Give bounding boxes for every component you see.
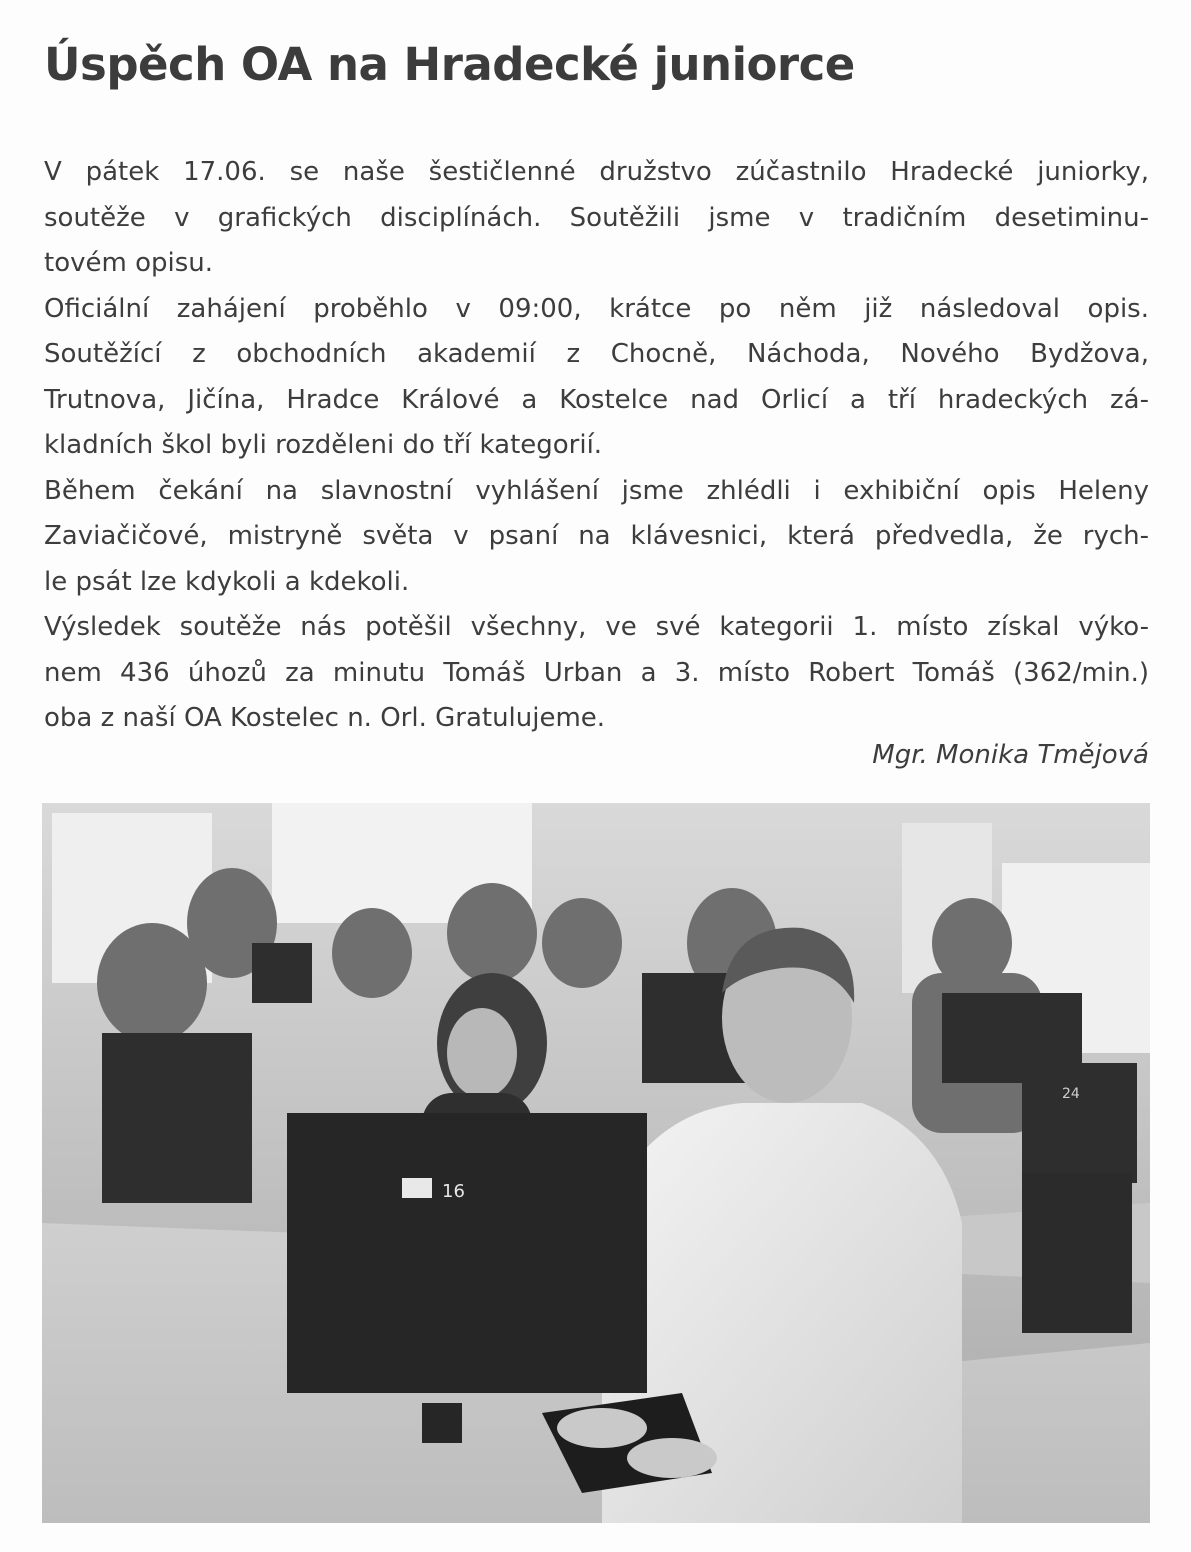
right-side-monitor <box>1022 1173 1132 1333</box>
monitor-label-front: 16 <box>442 1181 465 1202</box>
article-line: V pátek 17.06. se naše šestičlenné družstvo zúčastnilo Hradecké juniorky, <box>44 157 1149 187</box>
left-hand <box>557 1408 647 1448</box>
student-girl-face <box>447 1008 517 1098</box>
article-line: le psát lze kdykoli a kdekoli. <box>44 566 410 597</box>
article-line: nem 436 úhozů za minutu Tomáš Urban a 3. místo Robert Tomáš (362/min.) <box>44 657 1149 688</box>
article-line: oba z naší OA Kostelec n. Orl. Gratulujeme. <box>44 703 606 733</box>
article-line: tovém opisu. <box>44 248 213 278</box>
article-author: Mgr. Monika Tmějová <box>872 740 1149 770</box>
photo-illustration <box>42 803 1150 1523</box>
article-line: Oficiální zahájení proběhlo v 09:00, krátce po něm již následoval opis. <box>44 293 1149 324</box>
article-line: Zaviačičové, mistryně světa v psaní na klávesnici, která předvedla, že rych- <box>44 521 1149 551</box>
right-hand <box>627 1438 717 1478</box>
article-title: Úspěch OA na Hradecké juniorce <box>44 38 855 91</box>
article-line: Výsledek soutěže nás potěšil všechny, ve své kategorii 1. místo získal výko- <box>44 612 1149 642</box>
article-line: Během čekání na slavnostní vyhlášení jsme zhlédli i exhibiční opis Heleny <box>44 475 1149 506</box>
article-line: soutěže v grafických disciplínách. Soutěžili jsme v tradičním desetiminu- <box>44 202 1149 233</box>
front-monitor-stand <box>422 1403 462 1443</box>
front-monitor <box>287 1113 647 1393</box>
monitor-sticker <box>402 1178 432 1198</box>
article-line: kladních škol byli rozděleni do tří kategorií. <box>44 430 603 460</box>
competition-photo <box>42 803 1150 1523</box>
monitor-label-right: 24 <box>1062 1086 1080 1102</box>
article-line: Trutnova, Jičína, Hradce Králové a Kostelce nad Orlicí a tří hradeckých zá- <box>44 384 1149 415</box>
article-body <box>44 150 1149 742</box>
article-line: Soutěžící z obchodních akademií z Chocně, Náchoda, Nového Bydžova, <box>44 339 1149 369</box>
